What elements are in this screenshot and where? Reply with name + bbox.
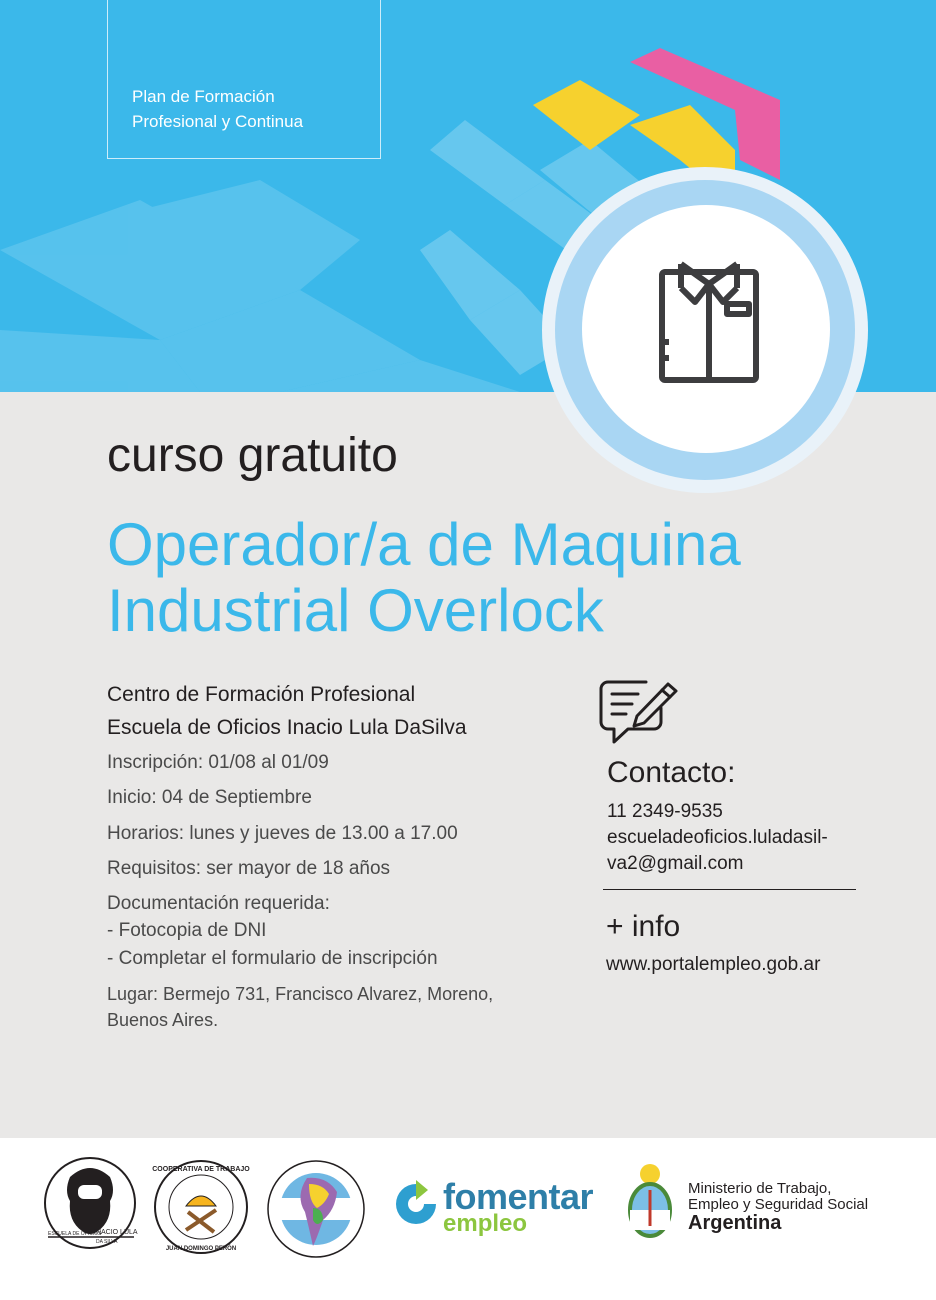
plan-frame: [107, 0, 381, 159]
asociacion-logo: [265, 1158, 367, 1260]
plan-line-2: Profesional y Continua: [132, 112, 304, 131]
documentacion-item-form: - Completar el formulario de inscripción: [107, 948, 438, 969]
horarios-text: Horarios: lunes y jueves de 13.00 a 17.00: [107, 823, 458, 844]
escudo-nacional-icon: [622, 1160, 678, 1246]
documentacion-item-dni: - Fotocopia de DNI: [107, 920, 267, 941]
course-title: [107, 512, 741, 644]
contact-phone[interactable]: 11 2349-9535: [607, 801, 723, 822]
chat-edit-icon: [598, 676, 680, 746]
requisitos-text: Requisitos: ser mayor de 18 años: [107, 858, 391, 879]
lugar-line-1: Lugar: Bermejo 731, Francisco Alvarez, Moreno,: [107, 984, 494, 1004]
center-line-2: Escuela de Oficios Inacio Lula DaSilva: [107, 716, 467, 739]
course-subtitle: curso gratuito: [107, 429, 398, 482]
logo2-bottom-text: JUAN DOMINGO PERÓN: [165, 1246, 237, 1252]
logo1-small-text: ESCUELA DE OFICIOS: [48, 1231, 102, 1237]
inicio-text: Inicio: 04 de Septiembre: [107, 787, 312, 808]
course-title-line-2: Industrial Overlock: [107, 577, 604, 644]
fomentar-wordmark: fomentar: [443, 1176, 594, 1217]
plan-label: [132, 84, 303, 134]
more-info-heading: + info: [606, 910, 681, 943]
center-line-1: Centro de Formación Profesional: [107, 683, 416, 706]
escuela-oficios-logo: [42, 1157, 140, 1253]
contact-email-line-1[interactable]: escueladeoficios.luladasil-: [607, 827, 828, 848]
training-center: [107, 678, 467, 744]
logo1-name2-text: DA SILVA: [96, 1239, 118, 1245]
inscripcion-text: Inscripción: 01/08 al 01/09: [107, 752, 329, 773]
logo2-top-text: COOPERATIVA DE TRABAJO: [152, 1166, 250, 1173]
lugar-line-2: Buenos Aires.: [107, 1010, 219, 1030]
fomentar-icon: [390, 1178, 442, 1230]
documentacion-heading: Documentación requerida:: [107, 893, 330, 914]
course-title-line-1: Operador/a de Maquina: [107, 511, 741, 578]
ministry-line-3: Argentina: [688, 1212, 782, 1234]
logo1-name-text: INACIO LULA: [94, 1229, 138, 1236]
contact-heading: Contacto:: [607, 756, 736, 789]
plan-line-1: Plan de Formación: [132, 87, 275, 106]
ministry-line-1: Ministerio de Trabajo,: [688, 1180, 832, 1197]
portal-link[interactable]: www.portalempleo.gob.ar: [606, 954, 821, 975]
empleo-wordmark: empleo: [443, 1210, 528, 1237]
cooperativa-logo: [152, 1158, 250, 1256]
ministry-line-2: Empleo y Seguridad Social: [688, 1196, 869, 1213]
divider: [603, 889, 856, 890]
shirt-icon: [655, 258, 763, 386]
contact-email-line-2[interactable]: va2@gmail.com: [607, 853, 744, 874]
